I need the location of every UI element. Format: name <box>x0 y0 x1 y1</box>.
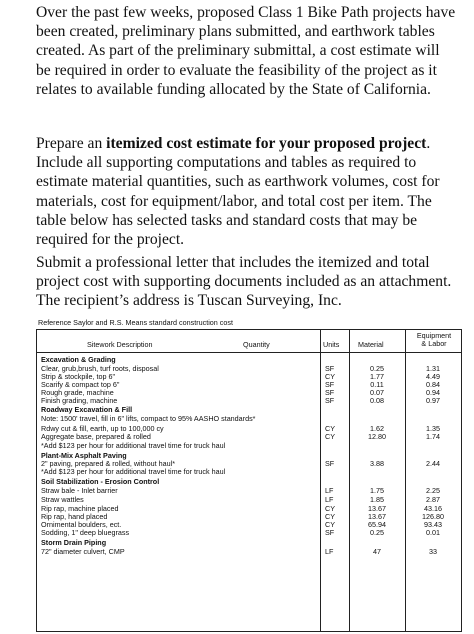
cell-units: CY <box>325 424 335 433</box>
cell-description: Clear, grub,brush, turf roots, disposal <box>41 364 159 373</box>
cell-description: *Add $123 per hour for additional travel time for truck haul <box>41 467 226 476</box>
cell-material: 1.85 <box>370 495 384 504</box>
cell-description: Roadway Excavation & Fill <box>41 405 133 414</box>
section-heading-row <box>37 405 461 414</box>
cell-equipment-labor: 0.84 <box>426 380 440 389</box>
cell-units: SF <box>325 396 335 405</box>
cell-material: 0.07 <box>370 388 384 397</box>
cell-description: Strip & stockpile, top 6" <box>41 372 116 381</box>
cell-description: Straw wattles <box>41 495 84 504</box>
cell-description: Storm Drain Piping <box>41 538 107 547</box>
header-material: Material <box>358 340 384 349</box>
cell-material: 1.62 <box>370 424 384 433</box>
cell-equipment-labor: 93.43 <box>424 520 442 529</box>
instructions-emphasis: itemized cost estimate for your proposed project <box>106 135 427 152</box>
cell-units: SF <box>325 528 335 537</box>
cell-units: LF <box>325 547 334 556</box>
cell-units: CY <box>325 504 335 513</box>
cell-material: 13.67 <box>368 504 386 513</box>
submission-paragraph: Submit a professional letter that includes the itemized and total project cost with supporting documents included as an attachment. The recipient’s address is Tuscan Surveying, Inc. <box>36 254 452 310</box>
header-units: Units <box>323 340 340 349</box>
cell-description: Rip rap, hand placed <box>41 512 108 521</box>
cell-material: 0.25 <box>370 528 384 537</box>
cell-description: Rough grade, machine <box>41 388 114 397</box>
cell-description: Soil Stabilization - Erosion Control <box>41 477 160 486</box>
cell-description: Straw bale - Inlet barrier <box>41 486 118 495</box>
table-row <box>37 432 461 441</box>
cell-material: 0.25 <box>370 364 384 373</box>
cell-units: CY <box>325 520 335 529</box>
cell-description: Sodding, 1" deep bluegrass <box>41 528 130 537</box>
cell-material: 47 <box>373 547 381 556</box>
table-row <box>37 396 461 405</box>
cell-equipment-labor: 33 <box>429 547 437 556</box>
instructions-lead: Prepare an <box>36 135 107 152</box>
cell-material: 13.67 <box>368 512 386 521</box>
cell-equipment-labor: 4.49 <box>426 372 440 381</box>
cell-description: 72" diameter culvert, CMP <box>41 547 125 556</box>
table-row <box>37 495 461 504</box>
table-row <box>37 441 461 450</box>
table-row <box>37 467 461 476</box>
cell-description: 2" paving, prepared & rolled, without haul* <box>41 459 176 468</box>
table-row <box>37 528 461 537</box>
cell-description: Plant-Mix Asphalt Paving <box>41 451 127 460</box>
header-equipment <box>409 332 459 348</box>
cell-units: CY <box>325 512 335 521</box>
cell-equipment-labor: 2.44 <box>426 459 440 468</box>
cell-material: 3.88 <box>370 459 384 468</box>
cell-units: SF <box>325 364 335 373</box>
cell-material: 12.80 <box>368 432 386 441</box>
cell-equipment-labor: 2.25 <box>426 486 440 495</box>
cell-description: Scarify & compact top 6" <box>41 380 120 389</box>
cell-equipment-labor: 0.97 <box>426 396 440 405</box>
cell-description: *Add $123 per hour for additional travel time for truck haul <box>41 441 226 450</box>
cell-equipment-labor: 126.80 <box>422 512 444 521</box>
cell-equipment-labor: 1.35 <box>426 424 440 433</box>
header-equipment-line2: & Labor <box>421 339 447 348</box>
cell-equipment-labor: 1.74 <box>426 432 440 441</box>
cell-description: Ornimental boulders, ect. <box>41 520 122 529</box>
intro-paragraph: Over the past few weeks, proposed Class 1 Bike Path projects have been created, preliminary plans submitted, and earthwork tables created. As part of the preliminary submittal, a cost estimate will be required in order to evaluate the feasibility of the project as it relates to available funding allocated by the State of California. <box>36 4 456 98</box>
cell-equipment-labor: 1.31 <box>426 364 440 373</box>
cell-units: CY <box>325 372 335 381</box>
instructions-rest: . Include all supporting computations and tables as required to estimate material quantities, such as earthwork volumes, cost for materials, cost for equipment/labor, and total cost per item. The table below has selected tasks and standard costs that may be required for the project. <box>36 135 440 249</box>
cell-equipment-labor: 0.94 <box>426 388 440 397</box>
cell-material: 65.94 <box>368 520 386 529</box>
table-row <box>37 486 461 495</box>
cell-description: Rdwy cut & fill, earth, up to 100,000 cy <box>41 424 164 433</box>
cell-equipment-labor: 2.87 <box>426 495 440 504</box>
cell-description: Note: 1500' travel, fill in 6" lifts, compact to 95% AASHO standards* <box>41 414 256 423</box>
cell-units: LF <box>325 486 334 495</box>
header-equipment-line1: Equipment <box>416 331 452 340</box>
header-quantity: Quantity <box>243 340 270 349</box>
cell-description: Aggregate base, prepared & rolled <box>41 432 151 441</box>
cell-material: 0.11 <box>370 380 384 389</box>
table-row <box>37 547 461 556</box>
section-heading-row <box>37 477 461 486</box>
cell-equipment-labor: 43.16 <box>424 504 442 513</box>
section-heading-row <box>37 355 461 364</box>
table-row <box>37 414 461 423</box>
cell-material: 1.77 <box>370 372 384 381</box>
instructions-paragraph <box>36 134 458 249</box>
cell-units: SF <box>325 380 335 389</box>
table-caption: Reference Saylor and R.S. Means standard construction cost <box>38 318 233 327</box>
cell-units: CY <box>325 432 335 441</box>
header-description: Sitework Description <box>87 340 153 349</box>
cell-description: Excavation & Grading <box>41 355 116 364</box>
cell-units: SF <box>325 459 335 468</box>
cost-table <box>36 318 462 632</box>
cell-description: Finish grading, machine <box>41 396 118 405</box>
table-frame <box>36 329 462 632</box>
cell-description: Rip rap, machine placed <box>41 504 119 513</box>
cell-material: 0.08 <box>370 396 384 405</box>
cell-material: 1.75 <box>370 486 384 495</box>
cell-units: LF <box>325 495 334 504</box>
cell-units: SF <box>325 388 335 397</box>
cell-equipment-labor: 0.01 <box>426 528 440 537</box>
section-heading-row <box>37 538 461 547</box>
